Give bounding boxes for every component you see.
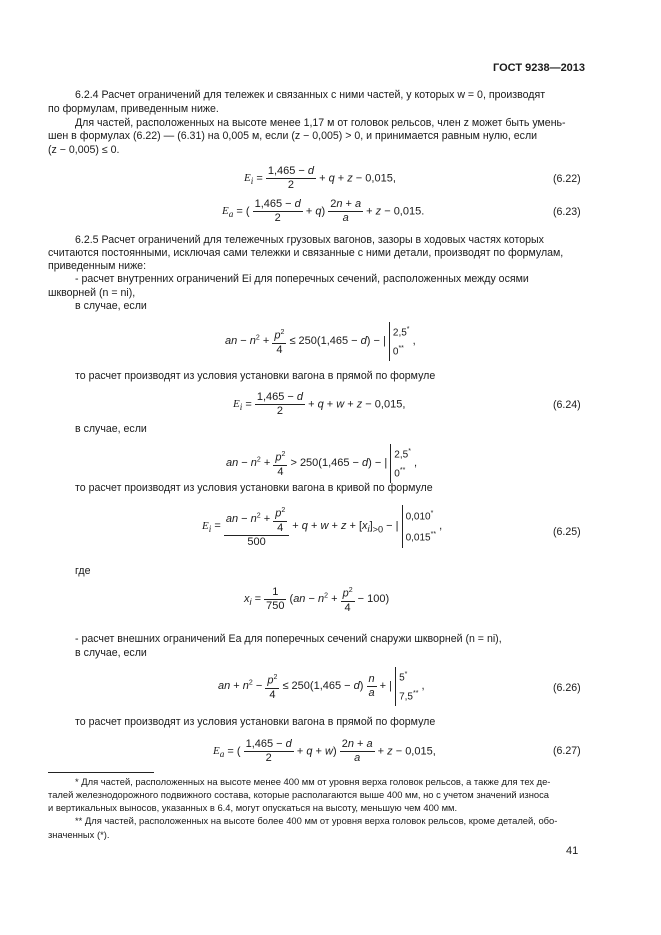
formula-xi: $x_i$ = $\frac{1}{750}$ ($an - n^2$ + $\frac{p^2}{4}$ − 100) <box>244 585 390 614</box>
para-624-line2: по формулам, приведенным ниже. <box>48 103 219 115</box>
formula-6-27: $E_a$ = ( $\frac{1,465 - d}{2}$ + q + w) $\frac{2n + a}{a}$ + z − 0,015, <box>213 738 436 764</box>
case-2-text: в случае, если <box>75 423 147 435</box>
case-3-text: в случае, если <box>75 647 147 659</box>
footnote-1-line1: * Для частей, расположенных на высоте менее 400 мм от уровня верха головок рельсов, а также для тех де- <box>75 776 551 787</box>
para-624b-line1: Для частей, расположенных на высоте менее 1,17 м от головок рельсов, член z может быть умень- <box>75 117 566 129</box>
then-2-text: то расчет производят из условия установки вагона в кривой по формуле <box>75 482 433 494</box>
bullet1-line2: шкворней (n = ni), <box>48 287 136 299</box>
doc-header: ГОСТ 9238—2013 <box>493 62 586 74</box>
para-624-line1: 6.2.4 Расчет ограничений для тележек и связанных с ними частей, у которых w = 0, производят <box>75 89 546 101</box>
case-1-text: в случае, если <box>75 300 147 312</box>
footnote-2-line1: ** Для частей, расположенных на высоте более 400 мм от уровня верха головок рельсов, кроме деталей, обо- <box>75 815 558 826</box>
condition-2: an − $n^2$ + $\frac{p^2}{4}$ > 250(1,465 − d) − | 2,5* 0** , <box>226 444 417 483</box>
para-625-line1: 6.2.5 Расчет ограничений для тележечных грузовых вагонов, зазоры в ходовых частях которых <box>75 234 544 246</box>
where-text: где <box>75 565 91 577</box>
para-625-line3: приведенным ниже: <box>48 260 147 272</box>
bullet2-line1: - расчет внешних ограничений Eа для поперечных сечений снаружи шкворней (n = ni), <box>75 633 502 645</box>
bullet1-line1: - расчет внутренних ограничений Ei для поперечных сечений, расположенных между осями <box>75 273 529 285</box>
footnote-2-line2: значенных (*). <box>48 829 110 840</box>
para-624b-line3: (z − 0,005) ≤ 0. <box>48 144 120 156</box>
para-624b-line2: шен в формулах (6.22) — (6.31) на 0,005 м, если (z − 0,005) > 0, и принимается равным нулю, если <box>48 130 538 142</box>
eq-number-6-27: (6.27) <box>553 745 581 757</box>
formula-6-24: $E_i$ = $\frac{1,465 - d}{2}$ + q + w + z − 0,015, <box>233 391 406 417</box>
eq-number-6-22: (6.22) <box>553 173 581 185</box>
then-1-text: то расчет производят из условия установки вагона в прямой по формуле <box>75 370 436 382</box>
eq-number-6-23: (6.23) <box>553 206 581 218</box>
formula-6-22: $E_i$ = $\frac{1,465 - d}{2}$ + q + z − 0,015, <box>244 165 396 191</box>
para-625-line2: считаются постоянными, исключая сами тележки и связанные с ними детали, производят по формулам, <box>48 247 564 259</box>
formula-6-26: an + $n^2$ − $\frac{p^2}{4}$ ≤ 250(1,465 − d) $\frac{n}{a}$ + | 5* 7,5** , <box>218 667 425 706</box>
formula-6-25: $E_i$ = an − $n^2$ + $\frac{p^2}{4}$ 500 + $q + w + z + [x_i]_{>0}$ − | 0,010* 0,015** , <box>202 504 442 549</box>
eq-number-6-26: (6.26) <box>553 682 581 694</box>
formula-6-23: $E_a$ = ( $\frac{1,465 - d}{2}$ + q) $\frac{2n + a}{a}$ + z − 0,015. <box>222 198 425 224</box>
eq-number-6-25: (6.25) <box>553 526 581 538</box>
then-3-text: то расчет производят из условия установки вагона в прямой по формуле <box>75 716 436 728</box>
eq-number-6-24: (6.24) <box>553 399 581 411</box>
footnote-1-line2: талей железнодорожного подвижного состава, которые располагаются выше 400 мм, но с учетом значений износа <box>48 789 549 800</box>
condition-1: an − $n^2$ + $\frac{p^2}{4}$ ≤ 250(1,465 − d) − | 2,5* 0** , <box>225 322 416 361</box>
page-number: 41 <box>566 845 579 857</box>
footnote-1-line3: и вертикальных выносов, указанных в 6.4, могут опускаться на высоту, меньшую чем 400 мм. <box>48 802 458 813</box>
footnote-rule <box>48 772 154 773</box>
